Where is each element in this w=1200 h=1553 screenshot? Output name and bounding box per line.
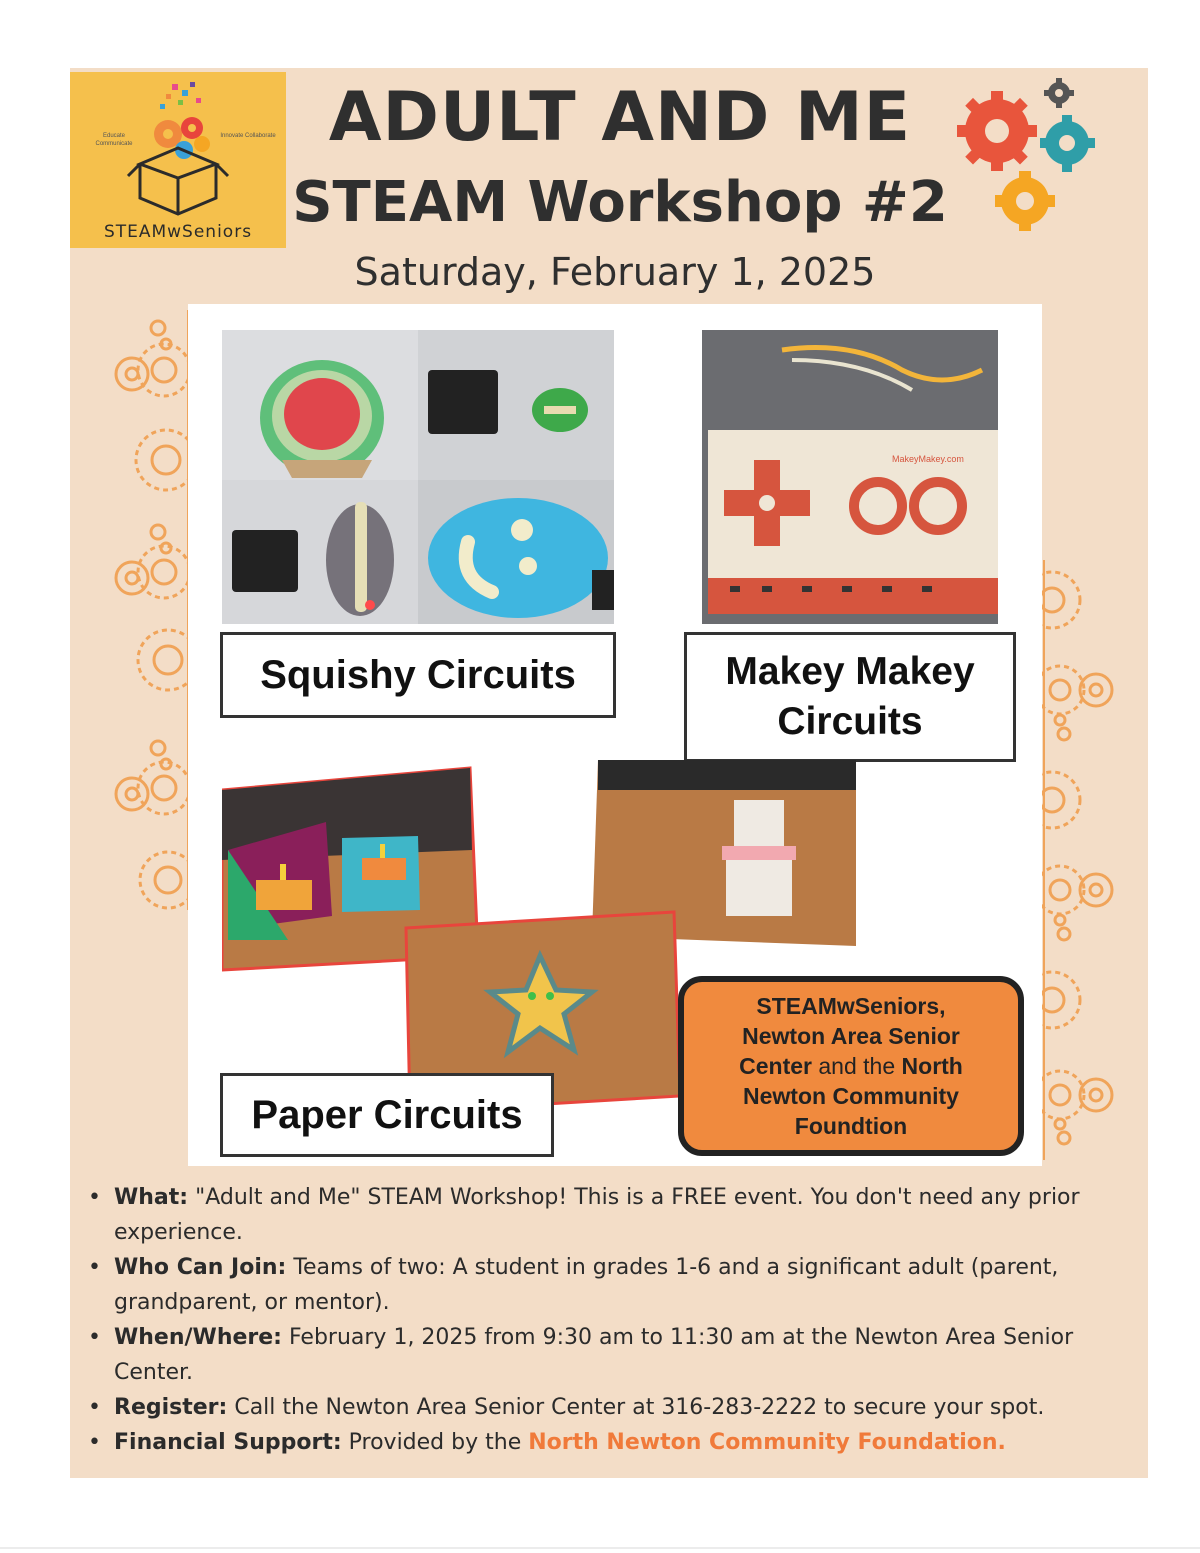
makey-makey-photo	[702, 330, 998, 624]
squishy-circuits-image-icon	[222, 330, 614, 624]
detail-what	[88, 1180, 1150, 1250]
detail-register	[88, 1390, 1150, 1425]
sponsor-text-2: Newton Area Senior	[742, 1023, 960, 1049]
sponsor-box	[678, 976, 1024, 1156]
sponsor-text-7: Foundtion	[794, 1113, 908, 1139]
sponsor-text	[739, 991, 963, 1141]
detail-text: Provided by the	[341, 1430, 529, 1455]
logo-left-text: Educate Communicate	[95, 133, 133, 147]
page-subtitle: STEAM Workshop #2	[292, 170, 948, 235]
detail-label: Register:	[114, 1395, 228, 1420]
gears-icon	[955, 75, 1105, 245]
makey-board-text: MakeyMakey.com	[892, 454, 964, 464]
detail-who	[88, 1250, 1150, 1320]
detail-label: When/Where:	[114, 1325, 282, 1350]
sponsor-text-4: and the	[812, 1053, 902, 1079]
decorative-gear-column-right-icon	[1038, 560, 1128, 1160]
squishy-circuits-label	[220, 632, 616, 718]
decorative-gear-column-left-icon	[108, 310, 194, 910]
detail-label: Who Can Join:	[114, 1255, 287, 1280]
makey-makey-label	[684, 632, 1016, 762]
detail-when-where	[88, 1320, 1150, 1390]
foundation-name: North Newton Community Foundation.	[528, 1430, 1006, 1455]
event-date: Saturday, February 1, 2025	[354, 250, 876, 294]
logo-wordmark: STEAMwSeniors	[103, 222, 253, 242]
detail-text: "Adult and Me" STEAM Workshop! This is a FREE event. You don't need any prior experience.	[114, 1185, 1080, 1245]
detail-text: Teams of two: A student in grades 1-6 and a significant adult (parent, grandparent, or mentor).	[114, 1255, 1059, 1315]
sponsor-text-1: STEAMwSeniors,	[756, 993, 946, 1019]
steamwseniors-logo	[70, 72, 286, 248]
sponsor-text-6: Newton Community	[743, 1083, 959, 1109]
detail-financial-support	[88, 1425, 1150, 1460]
makey-makey-label-line1: Makey Makey	[725, 650, 975, 693]
logo-right-text: Innovate Collaborate	[220, 133, 276, 139]
detail-label: What:	[114, 1185, 189, 1210]
squishy-circuits-label-text: Squishy Circuits	[260, 652, 576, 697]
page-title: ADULT AND ME	[328, 78, 912, 157]
detail-text: Call the Newton Area Senior Center at 316-283-2222 to secure your spot.	[227, 1395, 1045, 1420]
makey-makey-board-icon	[702, 330, 998, 624]
paper-circuits-label-text: Paper Circuits	[251, 1092, 523, 1137]
squishy-circuits-photo	[222, 330, 614, 624]
makey-makey-label-line2: Circuits	[777, 700, 923, 743]
bottom-divider	[0, 1547, 1200, 1549]
sponsor-text-3: Center	[739, 1053, 812, 1079]
detail-text: February 1, 2025 from 9:30 am to 11:30 am at the Newton Area Senior Center.	[114, 1325, 1074, 1385]
event-details-list	[88, 1180, 1150, 1460]
paper-circuits-label	[220, 1073, 554, 1157]
detail-label: Financial Support:	[114, 1430, 342, 1455]
sponsor-text-5: North	[901, 1053, 963, 1079]
